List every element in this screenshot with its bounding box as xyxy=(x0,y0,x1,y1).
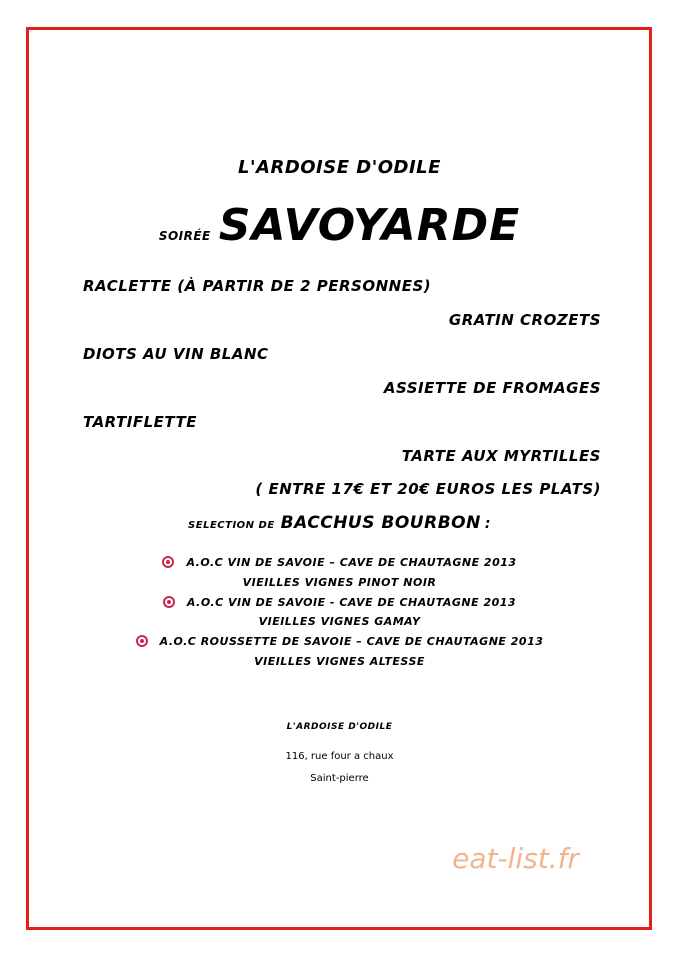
wine-detail-1: VIEILLES VIGNES PINOT NOIR xyxy=(242,576,437,589)
dish-gratin-crozets: GRATIN CROZETS xyxy=(448,311,601,329)
site-watermark: eat-list.fr xyxy=(452,842,579,875)
event-title: SAVOYARDE xyxy=(218,200,521,251)
wine-item-1 xyxy=(0,556,679,569)
footer-restaurant-name: L'ARDOISE D'ODILE xyxy=(286,722,393,732)
selection-colon: : xyxy=(484,516,491,532)
wine-item-3 xyxy=(0,635,679,648)
dish-tartiflette: TARTIFLETTE xyxy=(83,413,197,431)
event-prefix: SOIRÉE xyxy=(158,229,211,243)
event-heading xyxy=(0,200,679,251)
price-note: ( ENTRE 17€ ET 20€ EUROS LES PLATS) xyxy=(255,480,601,498)
spiral-bullet-icon xyxy=(136,635,148,647)
wine-item-2 xyxy=(0,596,679,609)
wine-appellation: A.O.C VIN DE SAVOIE – CAVE DE CHAUTAGNE 2013 xyxy=(186,556,517,569)
wine-appellation: A.O.C VIN DE SAVOIE - CAVE DE CHAUTAGNE 2013 xyxy=(186,596,517,609)
spiral-bullet-icon xyxy=(163,596,175,608)
restaurant-title: L'ARDOISE D'ODILE xyxy=(238,157,441,178)
wine-selection-heading xyxy=(0,513,679,533)
selection-name: BACCHUS BOURBON xyxy=(280,513,481,533)
wine-detail-3: VIEILLES VIGNES ALTESSE xyxy=(254,655,425,668)
dish-diots: DIOTS AU VIN BLANC xyxy=(83,345,269,363)
selection-prefix: SELECTION DE xyxy=(188,520,275,531)
dish-raclette: RACLETTE (À PARTIR DE 2 PERSONNES) xyxy=(83,277,432,295)
dish-tarte-myrtilles: TARTE AUX MYRTILLES xyxy=(401,447,601,465)
dish-assiette-fromages: ASSIETTE DE FROMAGES xyxy=(383,379,601,397)
footer-city: Saint-pierre xyxy=(310,773,369,784)
footer-address: 116, rue four a chaux xyxy=(285,751,394,762)
wine-detail-2: VIEILLES VIGNES GAMAY xyxy=(258,615,421,628)
wine-appellation: A.O.C ROUSSETTE DE SAVOIE – CAVE DE CHAUTAGNE 2013 xyxy=(159,635,544,648)
spiral-bullet-icon xyxy=(162,556,174,568)
